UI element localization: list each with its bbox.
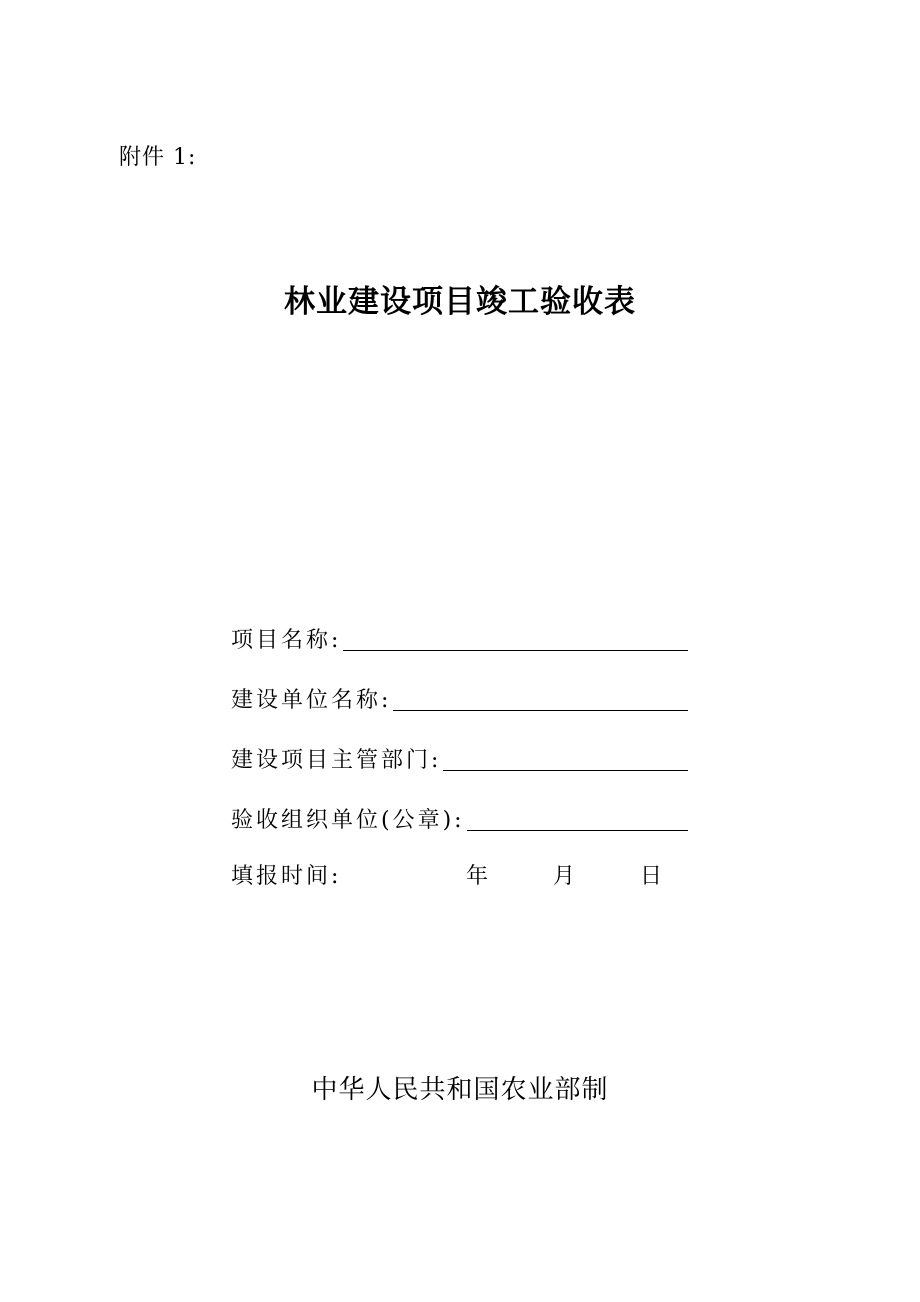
fill-date-row <box>231 862 688 896</box>
acceptance-organizer-row <box>231 802 688 836</box>
day-unit: 日 <box>640 864 663 889</box>
year-unit: 年 <box>466 864 489 889</box>
issuing-authority: 中华人民共和国农业部制 <box>311 1075 609 1105</box>
fill-date-label: 填报时间: <box>231 864 342 889</box>
construction-unit-input-line[interactable] <box>393 710 688 711</box>
supervising-department-row <box>231 742 688 776</box>
construction-unit-label: 建设单位名称: <box>231 688 392 713</box>
month-unit: 月 <box>553 864 576 889</box>
project-name-row <box>231 622 688 656</box>
form-title: 林业建设项目竣工验收表 <box>284 284 636 320</box>
supervising-department-input-line[interactable] <box>443 770 688 771</box>
project-name-label: 项目名称: <box>231 628 342 653</box>
acceptance-organizer-label: 验收组织单位(公章): <box>231 808 465 833</box>
supervising-department-label: 建设项目主管部门: <box>231 748 442 773</box>
project-name-input-line[interactable] <box>343 650 688 651</box>
construction-unit-row <box>231 682 688 716</box>
attachment-label: 附件 1: <box>119 145 197 170</box>
acceptance-organizer-input-line[interactable] <box>467 830 688 831</box>
